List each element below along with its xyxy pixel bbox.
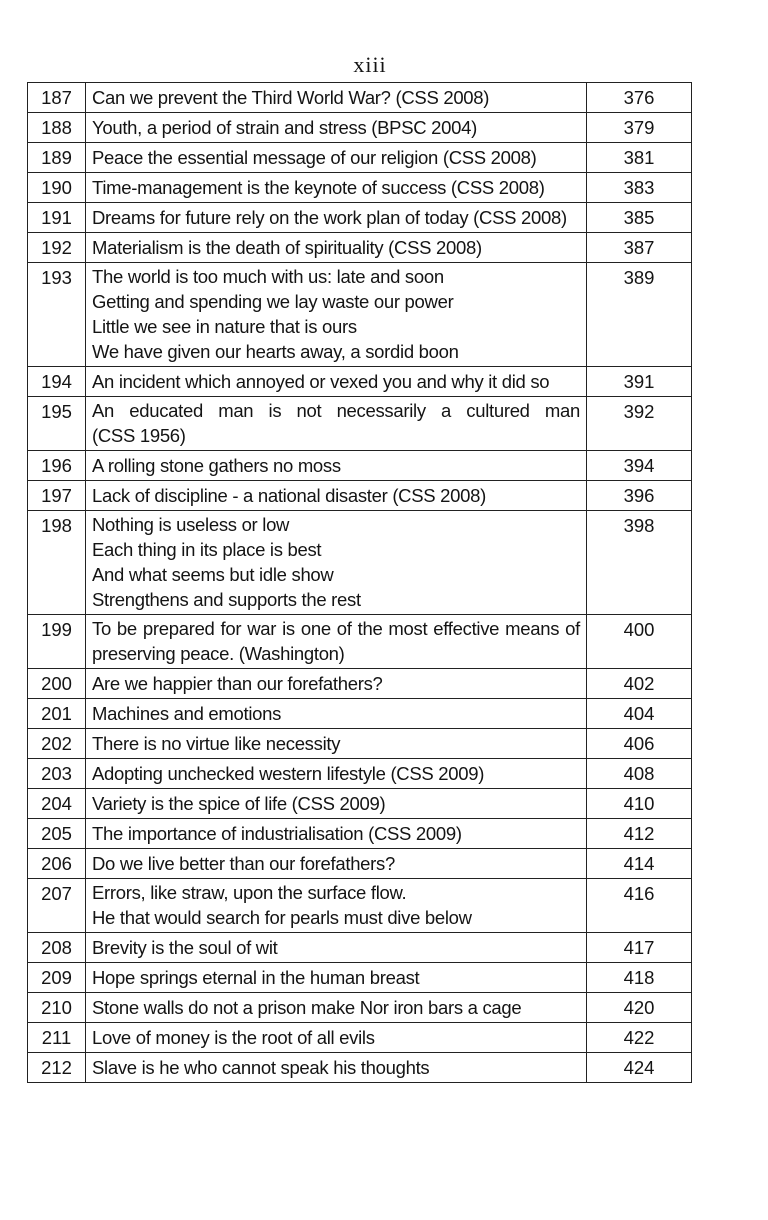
entry-number: 206 <box>28 849 86 879</box>
table-row <box>28 759 692 789</box>
entry-number: 194 <box>28 367 86 397</box>
entry-number: 204 <box>28 789 86 819</box>
entry-title <box>86 397 587 451</box>
entry-page: 392 <box>587 397 692 451</box>
entry-title-line: Errors, like straw, upon the surface flow. <box>92 882 407 903</box>
entry-page: 417 <box>587 933 692 963</box>
entry-title-line: Slave is he who cannot speak his thoughts <box>92 1057 430 1078</box>
entry-title-line: Strengthens and supports the rest <box>92 589 361 610</box>
entry-number: 212 <box>28 1053 86 1083</box>
entry-number: 197 <box>28 481 86 511</box>
table-row <box>28 143 692 173</box>
entry-number: 189 <box>28 143 86 173</box>
entry-title-line: Love of money is the root of all evils <box>92 1027 375 1048</box>
entry-page: 414 <box>587 849 692 879</box>
entry-title-line: An incident which annoyed or vexed you and why it did so <box>92 371 550 392</box>
entry-title <box>86 173 587 203</box>
entry-title <box>86 367 587 397</box>
table-row <box>28 1023 692 1053</box>
table-row <box>28 173 692 203</box>
table-row <box>28 481 692 511</box>
table-row <box>28 1053 692 1083</box>
entry-number: 200 <box>28 669 86 699</box>
entry-page: 394 <box>587 451 692 481</box>
entry-title-line: A rolling stone gathers no moss <box>92 455 341 476</box>
table-row <box>28 113 692 143</box>
entry-page: 381 <box>587 143 692 173</box>
entry-title <box>86 451 587 481</box>
entry-title-line: The importance of industrialisation (CSS 2009) <box>92 823 462 844</box>
entry-number: 192 <box>28 233 86 263</box>
entry-title-line: Peace the essential message of our religion (CSS 2008) <box>92 147 537 168</box>
table-row <box>28 263 692 367</box>
table-row <box>28 963 692 993</box>
table-row <box>28 789 692 819</box>
entry-page: 400 <box>587 615 692 669</box>
table-row <box>28 615 692 669</box>
entry-title <box>86 819 587 849</box>
entry-title-line: And what seems but idle show <box>92 564 334 585</box>
entry-number: 198 <box>28 511 86 615</box>
entry-page: 383 <box>587 173 692 203</box>
entry-number: 195 <box>28 397 86 451</box>
entry-number: 211 <box>28 1023 86 1053</box>
table-row <box>28 203 692 233</box>
entry-title <box>86 849 587 879</box>
entry-number: 188 <box>28 113 86 143</box>
entry-page: 387 <box>587 233 692 263</box>
entry-page: 402 <box>587 669 692 699</box>
entry-title-line: (CSS 1956) <box>92 425 186 446</box>
entry-title-line: Adopting unchecked western lifestyle (CSS 2009) <box>92 763 485 784</box>
table-row <box>28 819 692 849</box>
entry-page: 420 <box>587 993 692 1023</box>
table-row <box>28 669 692 699</box>
entry-title-line: Can we prevent the Third World War? (CSS 2008) <box>92 87 490 108</box>
entry-title-line: Machines and emotions <box>92 703 282 724</box>
entry-title <box>86 993 587 1023</box>
entry-page: 376 <box>587 83 692 113</box>
entry-title-line: An educated man is not necessarily a cultured man <box>92 400 580 421</box>
page-number: xiii <box>353 52 387 77</box>
entry-title <box>86 729 587 759</box>
entry-number: 210 <box>28 993 86 1023</box>
table-row <box>28 849 692 879</box>
entry-number: 193 <box>28 263 86 367</box>
entry-number: 201 <box>28 699 86 729</box>
table-row <box>28 511 692 615</box>
entry-page: 410 <box>587 789 692 819</box>
entry-page: 424 <box>587 1053 692 1083</box>
table-row <box>28 993 692 1023</box>
table-row <box>28 397 692 451</box>
entry-title-line: Are we happier than our forefathers? <box>92 673 383 694</box>
table-row <box>28 879 692 933</box>
entry-title <box>86 615 587 669</box>
entry-title-line: Time-management is the keynote of success (CSS 2008) <box>92 177 545 198</box>
entry-title-line: Dreams for future rely on the work plan of today (CSS 2008) <box>92 207 567 228</box>
entry-page: 412 <box>587 819 692 849</box>
entry-title <box>86 113 587 143</box>
entry-page: 408 <box>587 759 692 789</box>
entry-title <box>86 83 587 113</box>
entry-number: 196 <box>28 451 86 481</box>
entry-title-line: Materialism is the death of spirituality (CSS 2008) <box>92 237 482 258</box>
entry-title-line: Nothing is useless or low <box>92 514 290 535</box>
entry-number: 209 <box>28 963 86 993</box>
entry-title <box>86 963 587 993</box>
entry-title <box>86 879 587 933</box>
entry-title <box>86 1053 587 1083</box>
entry-title-line: Youth, a period of strain and stress (BPSC 2004) <box>92 117 477 138</box>
entry-title-line: Little we see in nature that is ours <box>92 316 357 337</box>
entry-title-line: There is no virtue like necessity <box>92 733 341 754</box>
table-row <box>28 233 692 263</box>
entry-title <box>86 263 587 367</box>
entry-page: 389 <box>587 263 692 367</box>
entry-number: 207 <box>28 879 86 933</box>
entry-title-line: Lack of discipline - a national disaster (CSS 2008) <box>92 485 486 506</box>
entry-title <box>86 789 587 819</box>
entry-title <box>86 699 587 729</box>
entry-number: 187 <box>28 83 86 113</box>
table-row <box>28 451 692 481</box>
entry-title-line: Hope springs eternal in the human breast <box>92 967 420 988</box>
entry-number: 199 <box>28 615 86 669</box>
entry-title <box>86 1023 587 1053</box>
table-row <box>28 729 692 759</box>
entry-page: 422 <box>587 1023 692 1053</box>
entry-title <box>86 669 587 699</box>
entry-title-line: preserving peace. (Washington) <box>92 643 345 664</box>
entry-page: 379 <box>587 113 692 143</box>
entry-title-line: Variety is the spice of life (CSS 2009) <box>92 793 386 814</box>
table-row <box>28 699 692 729</box>
entry-number: 203 <box>28 759 86 789</box>
entry-title-line: Getting and spending we lay waste our power <box>92 291 454 312</box>
entry-number: 202 <box>28 729 86 759</box>
entry-number: 208 <box>28 933 86 963</box>
entry-title <box>86 143 587 173</box>
entry-title <box>86 933 587 963</box>
table-row <box>28 83 692 113</box>
entry-title-line: To be prepared for war is one of the most effective means of <box>92 618 580 639</box>
entry-title <box>86 481 587 511</box>
entry-page: 385 <box>587 203 692 233</box>
entry-number: 190 <box>28 173 86 203</box>
contents-table-body <box>28 83 692 1083</box>
entry-page: 418 <box>587 963 692 993</box>
entry-title-line: We have given our hearts away, a sordid boon <box>92 341 459 362</box>
entry-title-line: He that would search for pearls must dive below <box>92 907 472 928</box>
entry-page: 396 <box>587 481 692 511</box>
entry-number: 205 <box>28 819 86 849</box>
entry-title-line: Do we live better than our forefathers? <box>92 853 395 874</box>
entry-page: 416 <box>587 879 692 933</box>
entry-title <box>86 759 587 789</box>
table-row <box>28 367 692 397</box>
entry-page: 398 <box>587 511 692 615</box>
entry-page: 404 <box>587 699 692 729</box>
entry-title-line: Stone walls do not a prison make Nor iron bars a cage <box>92 997 522 1018</box>
entry-title-line: Brevity is the soul of wit <box>92 937 278 958</box>
entry-title-line: Each thing in its place is best <box>92 539 322 560</box>
entry-title <box>86 511 587 615</box>
entry-number: 191 <box>28 203 86 233</box>
entry-page: 406 <box>587 729 692 759</box>
entry-title <box>86 203 587 233</box>
entry-page: 391 <box>587 367 692 397</box>
contents-table <box>27 82 692 1083</box>
entry-title-line: The world is too much with us: late and soon <box>92 266 444 287</box>
table-row <box>28 933 692 963</box>
entry-title <box>86 233 587 263</box>
